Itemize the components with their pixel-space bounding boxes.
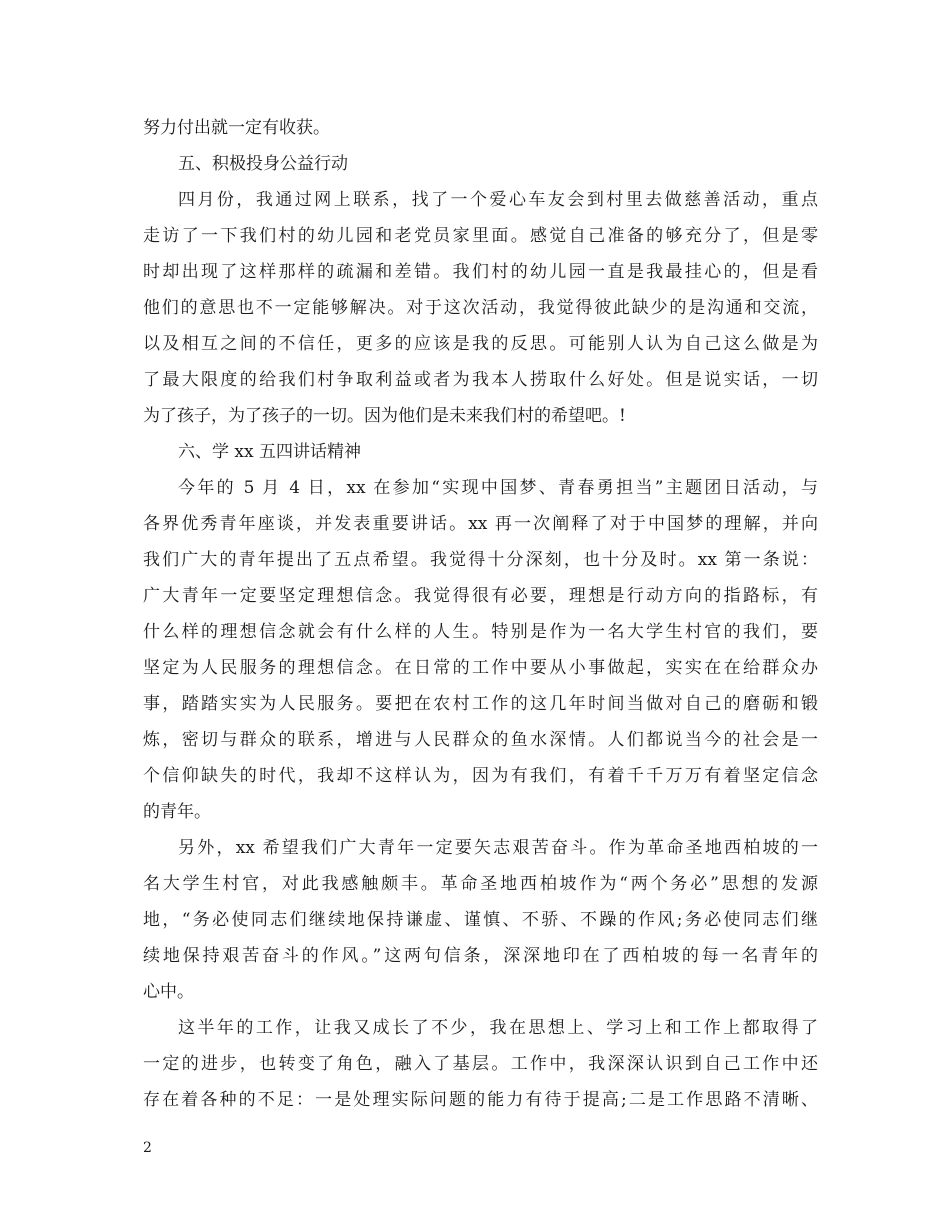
page-number: 2 xyxy=(143,1140,152,1156)
paragraph-line: 名大学生村官，对此我感触颇丰。革命圣地西柏坡作为“两个务必”思想的发源 xyxy=(143,874,818,894)
paragraph-line: 续地保持艰苦奋斗的作风。”这两句信条，深深地印在了西柏坡的每一名青年的 xyxy=(143,946,818,966)
paragraph-line: 的青年。 xyxy=(143,802,211,822)
paragraph-line: 为了孩子，为了孩子的一切。因为他们是未来我们村的希望吧。! xyxy=(143,406,626,426)
paragraph-line: 我们广大的青年提出了五点希望。我觉得十分深刻，也十分及时。xx 第一条说： xyxy=(143,550,818,570)
paragraph-line: 炼，密切与群众的联系，增进与人民群众的鱼水深情。人们都说当今的社会是一 xyxy=(143,730,818,750)
paragraph-line: 广大青年一定要坚定理想信念。我觉得很有必要，理想是行动方向的指路标，有 xyxy=(143,586,818,606)
paragraph-line: 这半年的工作，让我又成长了不少，我在思想上、学习上和工作上都取得了 xyxy=(178,1018,818,1038)
paragraph-line: 事，踏踏实实为人民服务。要把在农村工作的这几年时间当做对自己的磨砺和锻 xyxy=(143,694,818,714)
paragraph-line: 以及相互之间的不信任，更多的应该是我的反思。可能别人认为自己这么做是为 xyxy=(143,334,818,354)
paragraph-line: 努力付出就一定有收获。 xyxy=(143,118,330,138)
paragraph-line: 什么样的理想信念就会有什么样的人生。特别是作为一名大学生村官的我们，要 xyxy=(143,622,818,642)
paragraph-line: 另外，xx 希望我们广大青年一定要矢志艰苦奋斗。作为革命圣地西柏坡的一 xyxy=(178,838,818,858)
paragraph-line: 坚定为人民服务的理想信念。在日常的工作中要从小事做起，实实在在给群众办 xyxy=(143,658,818,678)
section-heading: 六、学 xx 五四讲话精神 xyxy=(178,442,361,462)
section-heading: 五、积极投身公益行动 xyxy=(178,154,348,174)
paragraph-line: 走访了一下我们村的幼儿园和老党员家里面。感觉自己准备的够充分了，但是零 xyxy=(143,226,818,246)
paragraph-line: 了最大限度的给我们村争取利益或者为我本人捞取什么好处。但是说实话，一切 xyxy=(143,370,818,390)
paragraph-line: 各界优秀青年座谈，并发表重要讲话。xx 再一次阐释了对于中国梦的理解，并向 xyxy=(143,514,818,534)
paragraph-line: 个信仰缺失的时代，我却不这样认为，因为有我们，有着千千万万有着坚定信念 xyxy=(143,766,818,786)
paragraph-line: 他们的意思也不一定能够解决。对于这次活动，我觉得彼此缺少的是沟通和交流， xyxy=(143,298,818,318)
paragraph-line: 时却出现了这样那样的疏漏和差错。我们村的幼儿园一直是我最挂心的，但是看 xyxy=(143,262,818,282)
paragraph-line: 一定的进步，也转变了角色，融入了基层。工作中，我深深认识到自己工作中还 xyxy=(143,1054,818,1074)
paragraph-line: 心中。 xyxy=(143,982,194,1002)
paragraph-line: 地，“务必使同志们继续地保持谦虚、谨慎、不骄、不躁的作风;务必使同志们继 xyxy=(143,910,818,930)
paragraph-line: 今年的 5 月 4 日，xx 在参加“实现中国梦、青春勇担当”主题团日活动，与 xyxy=(178,478,818,498)
paragraph-line: 存在着各种的不足：一是处理实际问题的能力有待于提高;二是工作思路不清晰、 xyxy=(143,1090,818,1110)
paragraph-line: 四月份，我通过网上联系，找了一个爱心车友会到村里去做慈善活动，重点 xyxy=(178,190,818,210)
